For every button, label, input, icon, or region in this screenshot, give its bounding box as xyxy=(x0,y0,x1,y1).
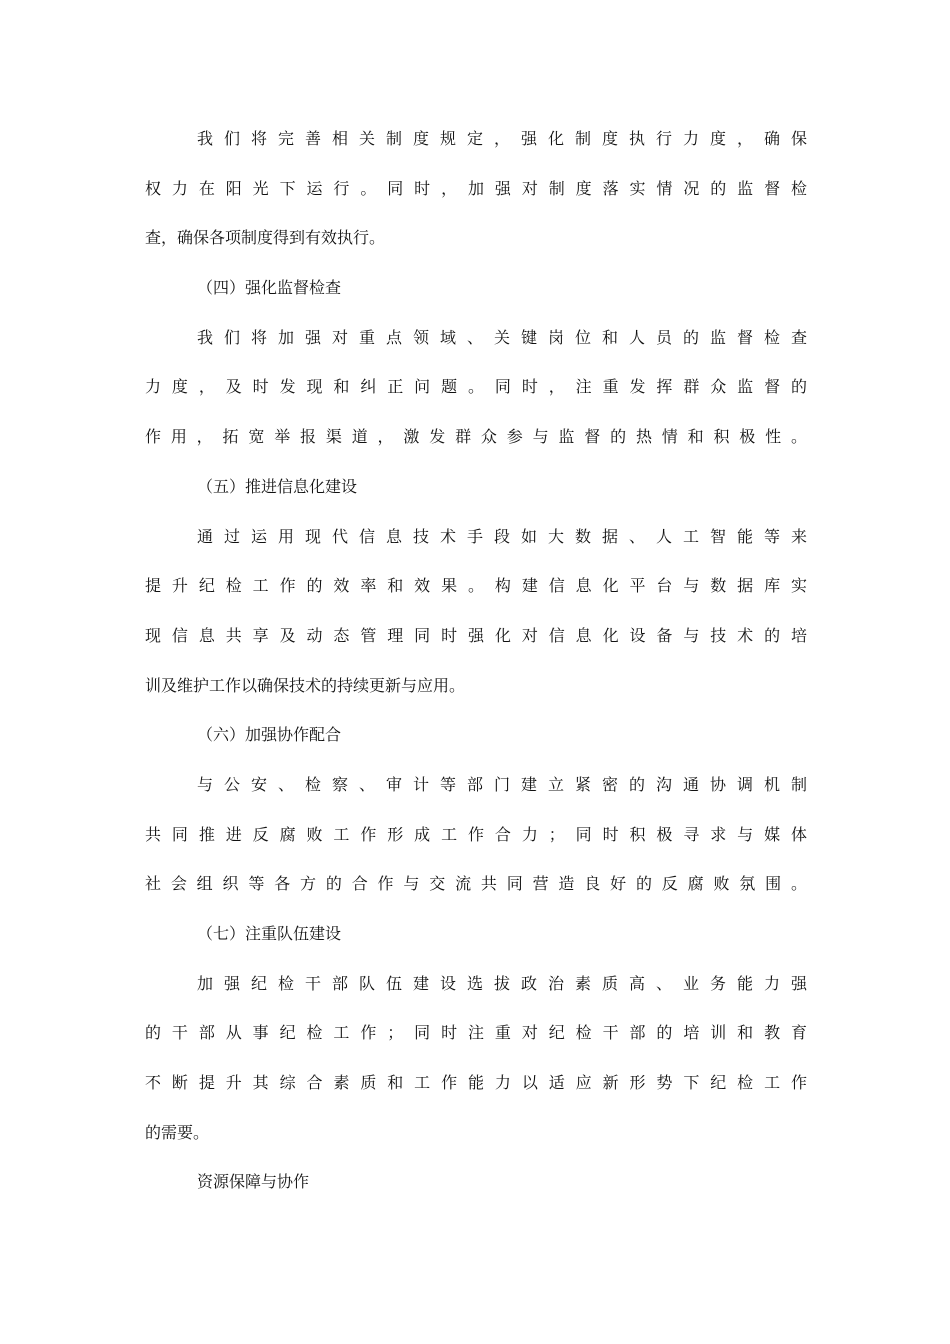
text-line: 提升纪检工作的效率和效果。构建信息化平台与数据库实 xyxy=(145,576,807,596)
text-line: 作用，拓宽举报渠道，激发群众参与监督的热情和积极性。 xyxy=(145,427,807,447)
section-heading-4: （四）强化监督检查 xyxy=(197,278,342,298)
text-line: 查，确保各项制度得到有效执行。 xyxy=(145,228,386,248)
text-line: 力度，及时发现和纠正问题。同时，注重发挥群众监督的 xyxy=(145,377,807,397)
paragraph-5 xyxy=(145,971,807,1170)
text-line: 共同推进反腐败工作形成工作合力；同时积极寻求与媒体 xyxy=(145,824,807,844)
paragraph-2 xyxy=(145,325,807,474)
text-line: 加强纪检干部队伍建设选拔政治素质高、业务能力强 xyxy=(197,973,807,993)
section-heading-7: （七）注重队伍建设 xyxy=(197,924,342,943)
section-heading-5: （五）推进信息化建设 xyxy=(197,476,358,496)
text-line: 我们将加强对重点领域、关键岗位和人员的监督检查 xyxy=(197,327,807,347)
text-line: 与公安、检察、审计等部门建立紧密的沟通协调机制 xyxy=(197,774,807,794)
text-line: 我们将完善相关制度规定，强化制度执行力度，确保 xyxy=(197,129,807,148)
paragraph-3 xyxy=(145,524,807,723)
text-line: 的需要。 xyxy=(145,1122,210,1142)
paragraph-1 xyxy=(145,126,807,275)
document-body xyxy=(145,126,807,1219)
paragraph-4 xyxy=(145,772,807,921)
text-line: 社会组织等各方的合作与交流共同营造良好的反腐败氛围。 xyxy=(145,874,807,894)
text-line: 现信息共享及动态管理同时强化对信息化设备与技术的培 xyxy=(145,625,807,645)
text-line: 训及维护工作以确保技术的持续更新与应用。 xyxy=(145,675,466,695)
section-heading-resources: 资源保障与协作 xyxy=(197,1172,310,1192)
section-heading-6: （六）加强协作配合 xyxy=(197,725,342,745)
text-line: 通过运用现代信息技术手段如大数据、人工智能等来 xyxy=(197,526,807,546)
text-line: 的干部从事纪检工作；同时注重对纪检干部的培训和教育 xyxy=(145,1023,807,1043)
text-line: 不断提升其综合素质和工作能力以适应新形势下纪检工作 xyxy=(145,1073,807,1093)
text-line: 权力在阳光下运行。同时，加强对制度落实情况的监督检 xyxy=(145,178,807,198)
